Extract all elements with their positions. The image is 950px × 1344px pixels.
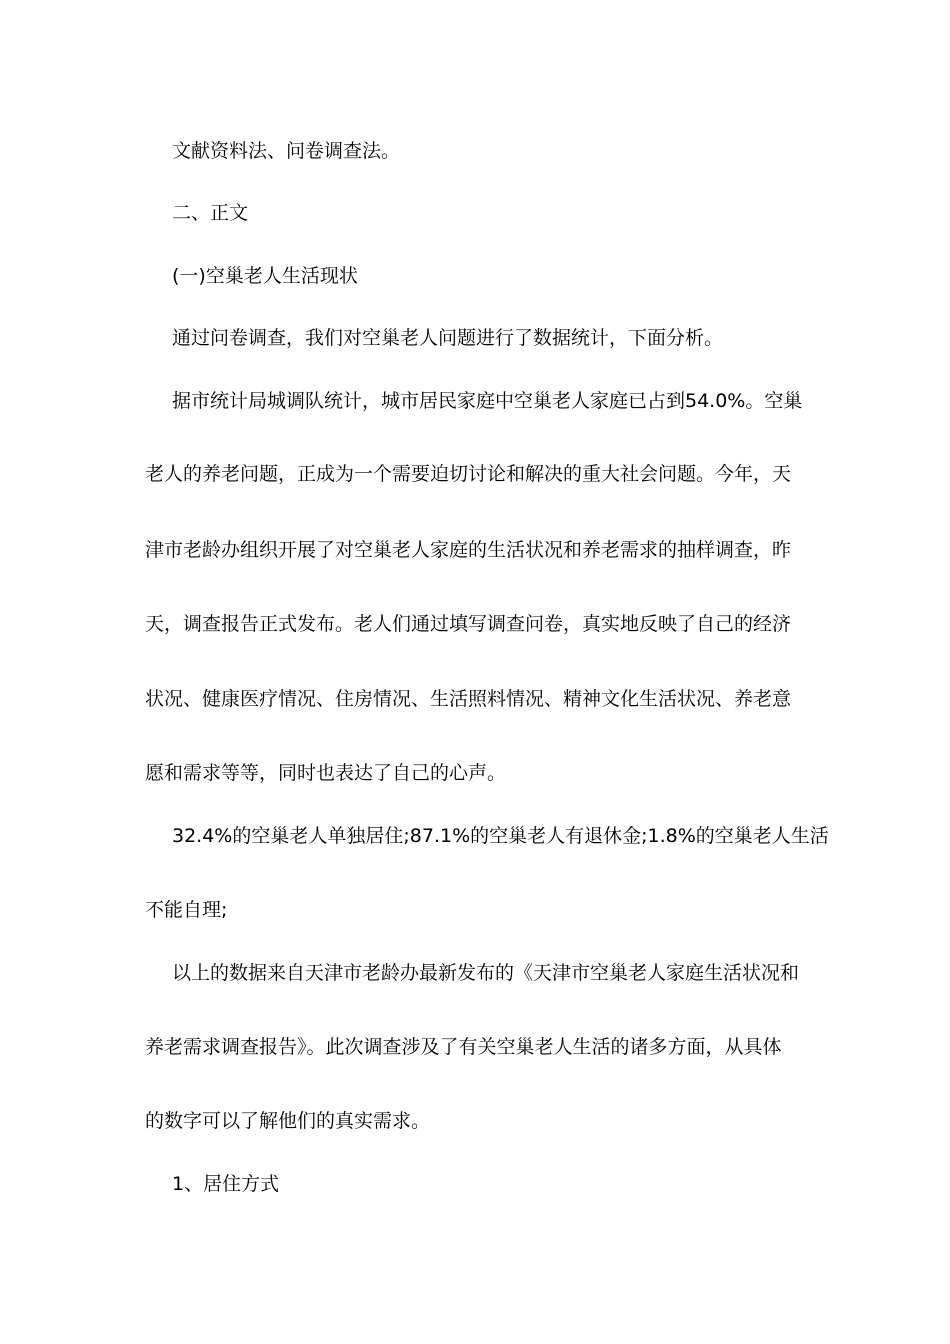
list-heading: 1、居住方式 — [172, 1173, 280, 1195]
paragraph-line: 通过问卷调查，我们对空巢老人问题进行了数据统计，下面分析。 — [172, 327, 724, 349]
paragraph-line: 津市老龄办组织开展了对空巢老人家庭的生活状况和养老需求的抽样调查，昨 — [145, 539, 792, 561]
paragraph-line: 天，调查报告正式发布。老人们通过填写调查问卷，真实地反映了自己的经济 — [145, 613, 792, 635]
paragraph-line: 老人的养老问题，正成为一个需要迫切讨论和解决的重大社会问题。今年，天 — [145, 463, 792, 485]
section-heading: 二、正文 — [172, 202, 249, 224]
method-line: 文献资料法、问卷调查法。 — [172, 140, 401, 162]
paragraph-line: 据市统计局城调队统计，城市居民家庭中空巢老人家庭已占到54.0%。空巢 — [172, 390, 803, 412]
paragraph-line: 32.4%的空巢老人单独居住;87.1%的空巢老人有退休金;1.8%的空巢老人生活 — [172, 825, 829, 847]
paragraph-line: 状况、健康医疗情况、住房情况、生活照料情况、精神文化生活状况、养老意 — [145, 688, 792, 710]
paragraph-line: 愿和需求等等，同时也表达了自己的心声。 — [145, 762, 507, 784]
subsection-heading: (一)空巢老人生活现状 — [172, 265, 358, 287]
paragraph-line: 以上的数据来自天津市老龄办最新发布的《天津市空巢老人家庭生活状况和 — [172, 962, 800, 984]
paragraph-line: 不能自理; — [145, 899, 228, 921]
paragraph-line: 的数字可以了解他们的真实需求。 — [145, 1110, 431, 1132]
paragraph-line: 养老需求调查报告》。此次调查涉及了有关空巢老人生活的诸多方面，从具体 — [145, 1036, 782, 1058]
